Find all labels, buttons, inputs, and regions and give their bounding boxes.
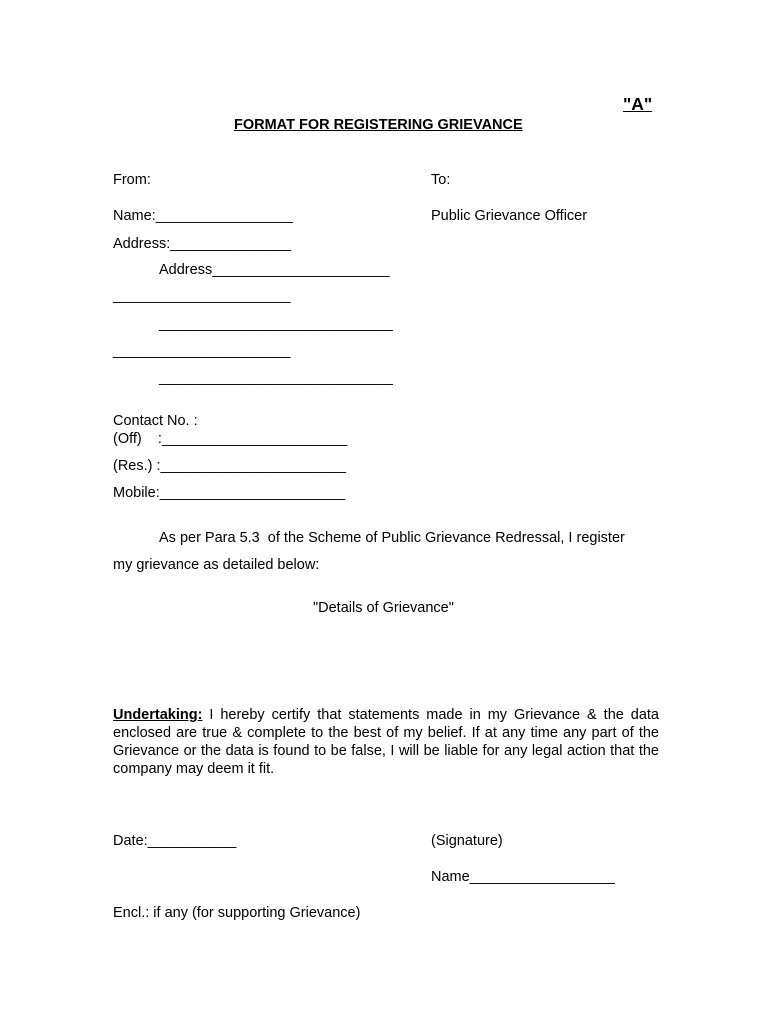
undertaking-paragraph — [113, 706, 659, 778]
annexure-mark: "A" — [623, 94, 653, 114]
signatory-name-field: Name__________________ — [431, 869, 615, 885]
intro-paragraph-line-2: my grievance as detailed below: — [113, 557, 320, 573]
address-blank-line-indented-1: _____________________________ — [159, 316, 393, 332]
signature-label: (Signature) — [431, 833, 503, 849]
residence-phone-field: (Res.) :_______________________ — [113, 458, 347, 474]
mobile-field: Mobile:_______________________ — [113, 485, 346, 501]
address-field: Address:_______________ — [113, 236, 292, 252]
from-label: From: — [113, 172, 151, 188]
recipient-name: Public Grievance Officer — [431, 208, 588, 224]
address-indented-field: Address______________________ — [159, 262, 390, 278]
date-field: Date:___________ — [113, 833, 237, 849]
enclosure-note: Encl.: if any (for supporting Grievance) — [113, 905, 361, 921]
to-label: To: — [431, 172, 451, 188]
undertaking-label: Undertaking: — [113, 707, 203, 723]
address-blank-line-1: ______________________ — [113, 288, 291, 304]
intro-paragraph-line-1: As per Para 5.3 of the Scheme of Public Grievance Redressal, I register — [159, 530, 625, 546]
undertaking-text: I hereby certify that statements made in my Grievance & the data enclosed are true & complete to the best of my belief. If at any time any part of the Grievance or the data is found to be false, I will be liable for any legal action that the company may deem it fit. — [113, 707, 659, 777]
address-blank-line-indented-2: _____________________________ — [159, 370, 393, 386]
contact-label: Contact No. : — [113, 413, 198, 429]
address-blank-line-2: ______________________ — [113, 343, 291, 359]
details-heading: "Details of Grievance" — [313, 600, 454, 616]
page-title: FORMAT FOR REGISTERING GRIEVANCE — [234, 117, 523, 133]
sender-name-field: Name:_________________ — [113, 208, 293, 224]
office-phone-field: (Off) :_______________________ — [113, 431, 348, 447]
